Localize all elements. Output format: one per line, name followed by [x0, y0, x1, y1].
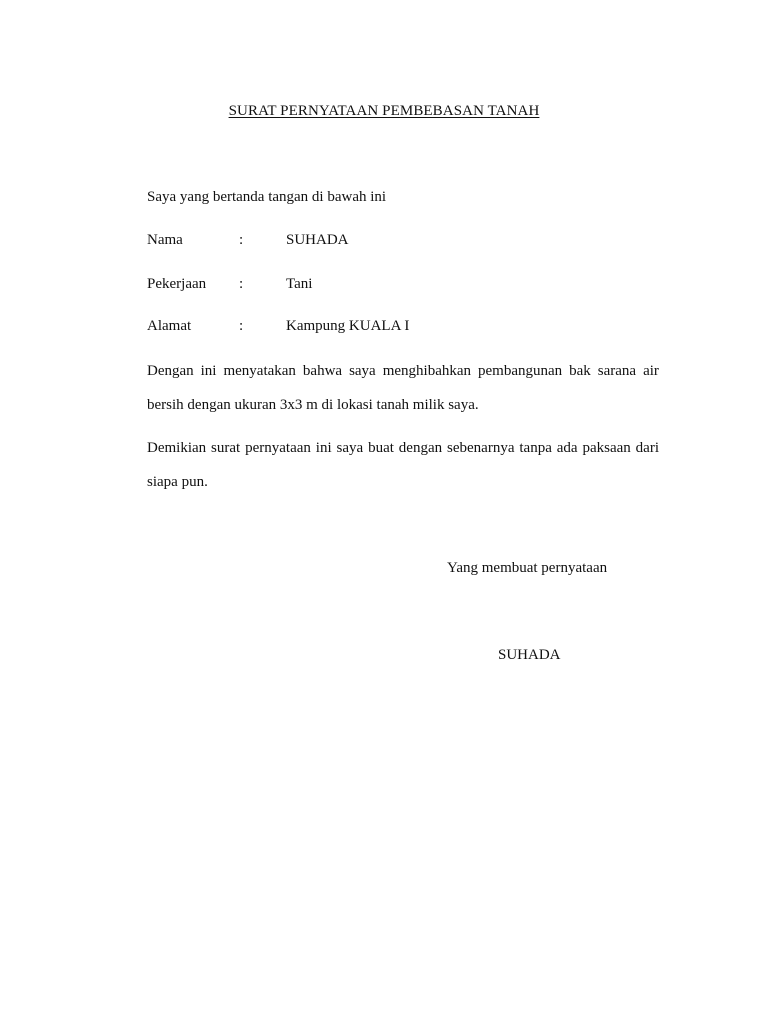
field-row-pekerjaan	[147, 276, 667, 296]
word: ini	[315, 440, 332, 456]
word: Dengan	[147, 363, 194, 379]
word: pembangunan	[478, 363, 563, 379]
word: paksaan	[582, 440, 631, 456]
signature-name: SUHADA	[498, 647, 561, 663]
field-separator: :	[239, 276, 244, 292]
word: dari	[635, 440, 659, 456]
field-value: Tani	[286, 276, 313, 292]
paragraph-1-line-1	[147, 363, 659, 380]
word: ini	[200, 363, 217, 379]
field-row-alamat	[147, 318, 667, 338]
word: bak	[569, 363, 591, 379]
word: ada	[556, 440, 578, 456]
field-separator: :	[239, 232, 244, 248]
signature-label: Yang membuat pernyataan	[447, 560, 608, 576]
word: saya	[336, 440, 364, 456]
paragraph-2-line-2: siapa pun.	[147, 474, 208, 490]
word: air	[643, 363, 659, 379]
word: sarana	[597, 363, 637, 379]
field-value: Kampung KUALA I	[286, 318, 410, 334]
word: menyatakan	[223, 363, 296, 379]
word: Demikian	[147, 440, 207, 456]
field-label: Pekerjaan	[147, 276, 207, 292]
field-row-nama	[147, 232, 667, 252]
field-value: SUHADA	[286, 232, 349, 248]
paragraph-2-line-1	[147, 440, 659, 457]
document-title: SURAT PERNYATAAN PEMBEBASAN TANAH	[228, 103, 540, 119]
field-separator: :	[239, 318, 244, 334]
word: surat	[211, 440, 241, 456]
word: menghibahkan	[382, 363, 472, 379]
word: tanpa	[519, 440, 552, 456]
paragraph-1-line-2: bersih dengan ukuran 3x3 m di lokasi tanah milik saya.	[147, 397, 479, 413]
field-label: Alamat	[147, 318, 192, 334]
intro-text: Saya yang bertanda tangan di bawah ini	[147, 189, 387, 205]
word: bahwa	[302, 363, 343, 379]
word: saya	[349, 363, 376, 379]
word: buat	[368, 440, 394, 456]
word: pernyataan	[245, 440, 311, 456]
word: sebenarnya	[447, 440, 515, 456]
word: dengan	[398, 440, 443, 456]
field-label: Nama	[147, 232, 183, 248]
